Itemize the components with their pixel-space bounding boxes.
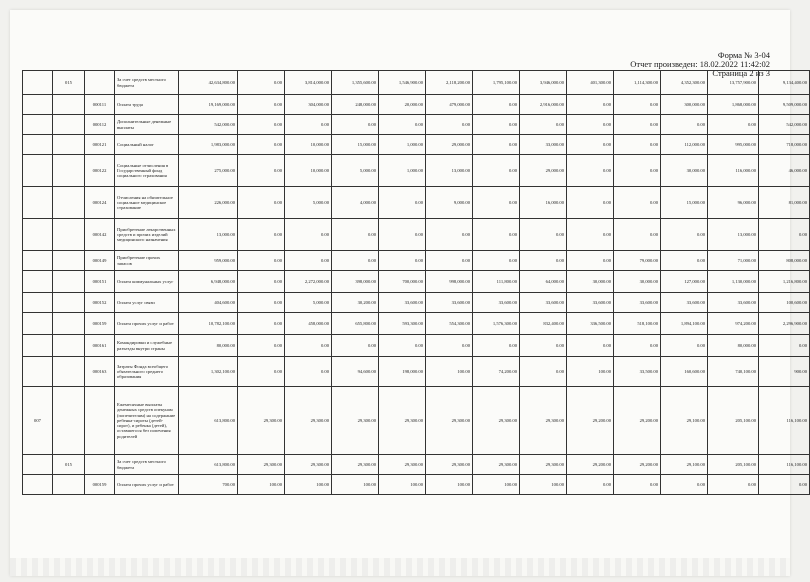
amount-cell: 974,200.00 [708,313,759,335]
amount-cell: 0.00 [332,219,379,251]
program-code [23,71,53,95]
amount-cell: 458,000.00 [285,313,332,335]
amount-cell: 0.00 [759,219,810,251]
specifics-code: 000151 [85,271,115,293]
amount-cell: 5,000.00 [332,155,379,187]
amount-cell: 0.00 [614,187,661,219]
amount-cell: 0.00 [614,155,661,187]
amount-cell: 0.00 [238,155,285,187]
amount-cell: 15,000.00 [661,187,708,219]
item-name: Затраты Фонда всеобщего обязательного среднего образования [115,357,179,387]
specifics-code: 000121 [85,135,115,155]
amount-cell: 1,114,300.00 [614,71,661,95]
amount-cell: 336,500.00 [567,313,614,335]
budget-table [22,70,810,495]
source-code [53,251,85,271]
amount-cell: 0.00 [473,155,520,187]
amount-cell: 1,983,000.00 [179,135,238,155]
specifics-code: 000111 [85,95,115,115]
amount-cell: 700.00 [179,475,238,495]
page-indicator: Страница 2 из 3 [712,68,770,78]
amount-cell: 300,000.00 [661,95,708,115]
amount-cell: 0.00 [614,335,661,357]
program-code [23,271,53,293]
source-code [53,475,85,495]
amount-cell: 29,200.00 [614,455,661,475]
amount-cell: 0.00 [614,219,661,251]
amount-cell: 29,300.00 [238,387,285,455]
amount-cell: 33,600.00 [426,293,473,313]
amount-cell: 33,600.00 [708,293,759,313]
amount-cell: 29,300.00 [285,455,332,475]
amount-cell: 1,302,100.00 [179,357,238,387]
scan-edge [10,558,790,576]
source-code [53,271,85,293]
amount-cell: 1,546,900.00 [379,71,426,95]
amount-cell: 29,300.00 [426,455,473,475]
amount-cell: 0.00 [238,293,285,313]
amount-cell: 160,600.00 [661,357,708,387]
source-code [53,313,85,335]
amount-cell: 0.00 [567,155,614,187]
amount-cell: 0.00 [238,271,285,293]
amount-cell: 0.00 [473,115,520,135]
item-name: Приобретение лекарственных средств и прочих изделий медицинского назначения [115,219,179,251]
specifics-code: 000112 [85,115,115,135]
amount-cell: 0.00 [759,475,810,495]
amount-cell: 16,000.00 [520,187,567,219]
amount-cell: 0.00 [238,71,285,95]
item-name: Оплата труда [115,95,179,115]
amount-cell: 2,118,200.00 [426,71,473,95]
amount-cell: 0.00 [567,219,614,251]
source-code [53,219,85,251]
amount-cell: 0.00 [285,115,332,135]
amount-cell: 100.00 [332,475,379,495]
source-code [53,187,85,219]
program-code [23,455,53,475]
amount-cell: 64,000.00 [520,271,567,293]
amount-cell: 6,948,000.00 [179,271,238,293]
amount-cell: 29,300.00 [238,455,285,475]
amount-cell: 29,300.00 [473,455,520,475]
table-row [23,313,810,335]
specifics-code: 000161 [85,335,115,357]
amount-cell: 29,100.00 [661,387,708,455]
amount-cell: 30,000.00 [661,155,708,187]
amount-cell: 518,100.00 [614,313,661,335]
source-code [53,357,85,387]
table-row [23,251,810,271]
amount-cell: 94,600.00 [332,357,379,387]
amount-cell: 0.00 [614,135,661,155]
source-code: 015 [53,455,85,475]
amount-cell: 0.00 [614,95,661,115]
item-name: Отчисления на обязательное социальное медицинское страхование [115,187,179,219]
amount-cell: 33,000.00 [520,135,567,155]
amount-cell: 1,795,100.00 [473,71,520,95]
item-name: Ежемесячные выплаты денежных средств опекунам (попечителям) на содержание ребенка-сироты (детей-сирот), и ребенка (детей), оставшегося без попечения родителей [115,387,179,455]
amount-cell: 0.00 [379,251,426,271]
amount-cell: 33,600.00 [661,293,708,313]
amount-cell: 248,000.00 [332,95,379,115]
amount-cell: 42,634,800.00 [179,71,238,95]
item-name: За счет средств местного бюджета [115,71,179,95]
amount-cell: 29,000.00 [426,135,473,155]
amount-cell: 0.00 [285,251,332,271]
amount-cell: 5,000.00 [285,293,332,313]
amount-cell: 593,300.00 [379,313,426,335]
amount-cell: 15,000.00 [332,135,379,155]
table-row [23,155,810,187]
amount-cell: 0.00 [567,475,614,495]
amount-cell: 3,946,000.00 [520,71,567,95]
amount-cell: 0.00 [379,187,426,219]
amount-cell: 2,296,900.00 [759,313,810,335]
item-name: Оплата коммунальных услуг [115,271,179,293]
amount-cell: 0.00 [567,135,614,155]
amount-cell: 479,000.00 [426,95,473,115]
amount-cell: 0.00 [238,135,285,155]
amount-cell: 0.00 [285,219,332,251]
amount-cell: 0.00 [332,335,379,357]
amount-cell: 29,200.00 [614,387,661,455]
amount-cell: 0.00 [379,115,426,135]
program-code [23,357,53,387]
amount-cell: 1,130,000.00 [708,271,759,293]
amount-cell: 100.00 [379,475,426,495]
table-row [23,455,810,475]
item-name: Социальные отчисления в Государственный фонд социального страхования [115,155,179,187]
item-name: Приобретение прочих запасов [115,251,179,271]
source-code [53,135,85,155]
amount-cell: 700,000.00 [379,271,426,293]
table-row [23,475,810,495]
amount-cell: 29,300.00 [520,455,567,475]
amount-cell: 205,100.00 [708,455,759,475]
amount-cell: 33,600.00 [520,293,567,313]
amount-cell: 29,300.00 [332,387,379,455]
amount-cell: 1,000.00 [379,135,426,155]
amount-cell: 29,300.00 [332,455,379,475]
table-row [23,115,810,135]
specifics-code: 000122 [85,155,115,187]
specifics-code [85,387,115,455]
amount-cell: 127,000.00 [661,271,708,293]
program-code: 007 [23,387,53,455]
amount-cell: 33,600.00 [567,293,614,313]
amount-cell: 0.00 [285,357,332,387]
amount-cell: 275,000.00 [179,155,238,187]
source-code [53,293,85,313]
amount-cell: 10,000.00 [285,155,332,187]
amount-cell: 100.00 [426,475,473,495]
program-code [23,335,53,357]
amount-cell: 33,600.00 [473,293,520,313]
amount-cell: 995,000.00 [708,135,759,155]
amount-cell: 116,100.00 [759,387,810,455]
item-name: Дополнительные денежные выплаты [115,115,179,135]
amount-cell: 29,300.00 [285,387,332,455]
amount-cell: 33,500.00 [614,357,661,387]
amount-cell: 0.00 [661,219,708,251]
amount-cell: 0.00 [426,219,473,251]
program-code [23,251,53,271]
amount-cell: 13,000.00 [426,155,473,187]
amount-cell: 655,800.00 [332,313,379,335]
amount-cell: 613,800.00 [179,455,238,475]
program-code [23,475,53,495]
amount-cell: 808,000.00 [759,251,810,271]
amount-cell: 2,272,000.00 [285,271,332,293]
amount-cell: 4,000.00 [332,187,379,219]
amount-cell: 0.00 [285,335,332,357]
amount-cell: 0.00 [759,335,810,357]
amount-cell: 205,100.00 [708,387,759,455]
amount-cell: 1,894,100.00 [661,313,708,335]
amount-cell: 30,200.00 [332,293,379,313]
amount-cell: 33,600.00 [379,293,426,313]
amount-cell: 116,100.00 [759,455,810,475]
table-row [23,71,810,95]
amount-cell: 198,000.00 [379,357,426,387]
specifics-code: 000163 [85,357,115,387]
amount-cell: 29,300.00 [379,455,426,475]
program-code [23,293,53,313]
amount-cell: 0.00 [426,115,473,135]
amount-cell: 0.00 [520,357,567,387]
amount-cell: 29,300.00 [379,387,426,455]
amount-cell: 0.00 [567,335,614,357]
amount-cell: 0.00 [238,335,285,357]
amount-cell: 0.00 [520,251,567,271]
table-row [23,95,810,115]
amount-cell: 0.00 [426,335,473,357]
amount-cell: 100.00 [473,475,520,495]
amount-cell: 0.00 [238,357,285,387]
amount-cell: 29,200.00 [567,387,614,455]
amount-cell: 0.00 [708,115,759,135]
amount-cell: 1,000.00 [379,155,426,187]
table-row [23,335,810,357]
item-name: Оплата прочих услуг и работ [115,313,179,335]
amount-cell: 0.00 [567,251,614,271]
amount-cell: 112,000.00 [661,135,708,155]
amount-cell: 718,000.00 [759,135,810,155]
amount-cell: 33,600.00 [614,293,661,313]
item-name: Оплата услуг связи [115,293,179,313]
amount-cell: 0.00 [520,219,567,251]
amount-cell: 0.00 [661,115,708,135]
amount-cell: 0.00 [238,115,285,135]
amount-cell: 0.00 [567,115,614,135]
amount-cell: 0.00 [473,219,520,251]
amount-cell: 0.00 [614,115,661,135]
amount-cell: 832,400.00 [520,313,567,335]
specifics-code: 000149 [85,251,115,271]
amount-cell: 401,300.00 [567,71,614,95]
amount-cell: 100.00 [238,475,285,495]
item-name: Оплата прочих услуг и работ [115,475,179,495]
table-row [23,271,810,293]
amount-cell: 71,000.00 [708,251,759,271]
amount-cell: 19,169,000.00 [179,95,238,115]
amount-cell: 46,000.00 [759,155,810,187]
amount-cell: 100.00 [520,475,567,495]
table-row [23,135,810,155]
amount-cell: 29,300.00 [473,387,520,455]
amount-cell: 79,000.00 [614,251,661,271]
source-code: 015 [53,71,85,95]
amount-cell: 81,000.00 [759,187,810,219]
amount-cell: 1,355,600.00 [332,71,379,95]
amount-cell: 0.00 [332,115,379,135]
amount-cell: 900.00 [759,357,810,387]
amount-cell: 100,600.00 [759,293,810,313]
specifics-code: 000152 [85,293,115,313]
item-name: Социальный налог [115,135,179,155]
amount-cell: 0.00 [426,251,473,271]
table-row [23,293,810,313]
amount-cell: 0.00 [238,187,285,219]
amount-cell: 0.00 [238,95,285,115]
specifics-code: 000124 [85,187,115,219]
amount-cell: 30,000.00 [614,271,661,293]
amount-cell: 20,000.00 [379,95,426,115]
amount-cell: 0.00 [379,335,426,357]
amount-cell: 29,100.00 [661,455,708,475]
amount-cell: 1,216,800.00 [759,271,810,293]
source-code [53,95,85,115]
amount-cell: 13,000.00 [708,219,759,251]
amount-cell: 0.00 [473,95,520,115]
amount-cell: 613,800.00 [179,387,238,455]
amount-cell: 0.00 [567,187,614,219]
amount-cell: 398,000.00 [332,271,379,293]
amount-cell: 96,000.00 [708,187,759,219]
table-row [23,219,810,251]
amount-cell: 3,814,000.00 [285,71,332,95]
item-name: За счет средств местного бюджета [115,455,179,475]
amount-cell: 0.00 [473,335,520,357]
amount-cell: 0.00 [661,251,708,271]
amount-cell: 0.00 [332,251,379,271]
amount-cell: 9,509,000.00 [759,95,810,115]
table-row [23,357,810,387]
amount-cell: 0.00 [708,475,759,495]
amount-cell: 0.00 [520,115,567,135]
amount-cell: 13,000.00 [179,219,238,251]
amount-cell: 226,000.00 [179,187,238,219]
specifics-code [85,71,115,95]
program-code [23,95,53,115]
amount-cell: 111,800.00 [473,271,520,293]
program-code [23,115,53,135]
specifics-code [85,455,115,475]
table-row [23,187,810,219]
specifics-code: 000159 [85,475,115,495]
amount-cell: 10,782,100.00 [179,313,238,335]
source-code [53,155,85,187]
amount-cell: 30,000.00 [567,271,614,293]
amount-cell: 0.00 [661,475,708,495]
amount-cell: 29,300.00 [520,387,567,455]
amount-cell: 0.00 [473,135,520,155]
table-row [23,387,810,455]
amount-cell: 0.00 [661,335,708,357]
amount-cell: 0.00 [473,187,520,219]
amount-cell: 100.00 [426,357,473,387]
amount-cell: 0.00 [238,251,285,271]
amount-cell: 0.00 [238,219,285,251]
amount-cell: 542,000.00 [179,115,238,135]
amount-cell: 29,300.00 [426,387,473,455]
amount-cell: 554,300.00 [426,313,473,335]
amount-cell: 0.00 [567,95,614,115]
program-code [23,219,53,251]
program-code [23,187,53,219]
amount-cell: 0.00 [238,313,285,335]
amount-cell: 100.00 [285,475,332,495]
amount-cell: 0.00 [520,335,567,357]
report-timestamp: Отчет произведен: 18.02.2022 11:42:02 [630,59,770,69]
item-name: Командировки и служебные разъезды внутри страны [115,335,179,357]
program-code [23,135,53,155]
amount-cell: 10,000.00 [285,135,332,155]
amount-cell: 116,000.00 [708,155,759,187]
amount-cell: 29,200.00 [567,455,614,475]
source-code [53,115,85,135]
amount-cell: 0.00 [473,251,520,271]
amount-cell: 74,200.00 [473,357,520,387]
amount-cell: 80,000.00 [708,335,759,357]
amount-cell: 2,916,000.00 [520,95,567,115]
source-code [53,335,85,357]
amount-cell: 9,000.00 [426,187,473,219]
amount-cell: 1,576,300.00 [473,313,520,335]
amount-cell: 0.00 [379,219,426,251]
form-number: Форма № 3-04 [717,50,770,60]
amount-cell: 998,000.00 [426,271,473,293]
specifics-code: 000159 [85,313,115,335]
amount-cell: 80,000.00 [179,335,238,357]
source-code [53,387,85,455]
amount-cell: 959,000.00 [179,251,238,271]
amount-cell: 304,000.00 [285,95,332,115]
amount-cell: 404,600.00 [179,293,238,313]
program-code [23,155,53,187]
specifics-code: 000142 [85,219,115,251]
amount-cell: 542,000.00 [759,115,810,135]
amount-cell: 9,134,400.00 [759,71,810,95]
amount-cell: 5,000.00 [285,187,332,219]
amount-cell: 13,757,900.00 [708,71,759,95]
amount-cell: 29,000.00 [520,155,567,187]
amount-cell: 1,868,000.00 [708,95,759,115]
program-code [23,313,53,335]
amount-cell: 100.00 [567,357,614,387]
amount-cell: 740,100.00 [708,357,759,387]
amount-cell: 0.00 [614,475,661,495]
amount-cell: 4,352,300.00 [661,71,708,95]
